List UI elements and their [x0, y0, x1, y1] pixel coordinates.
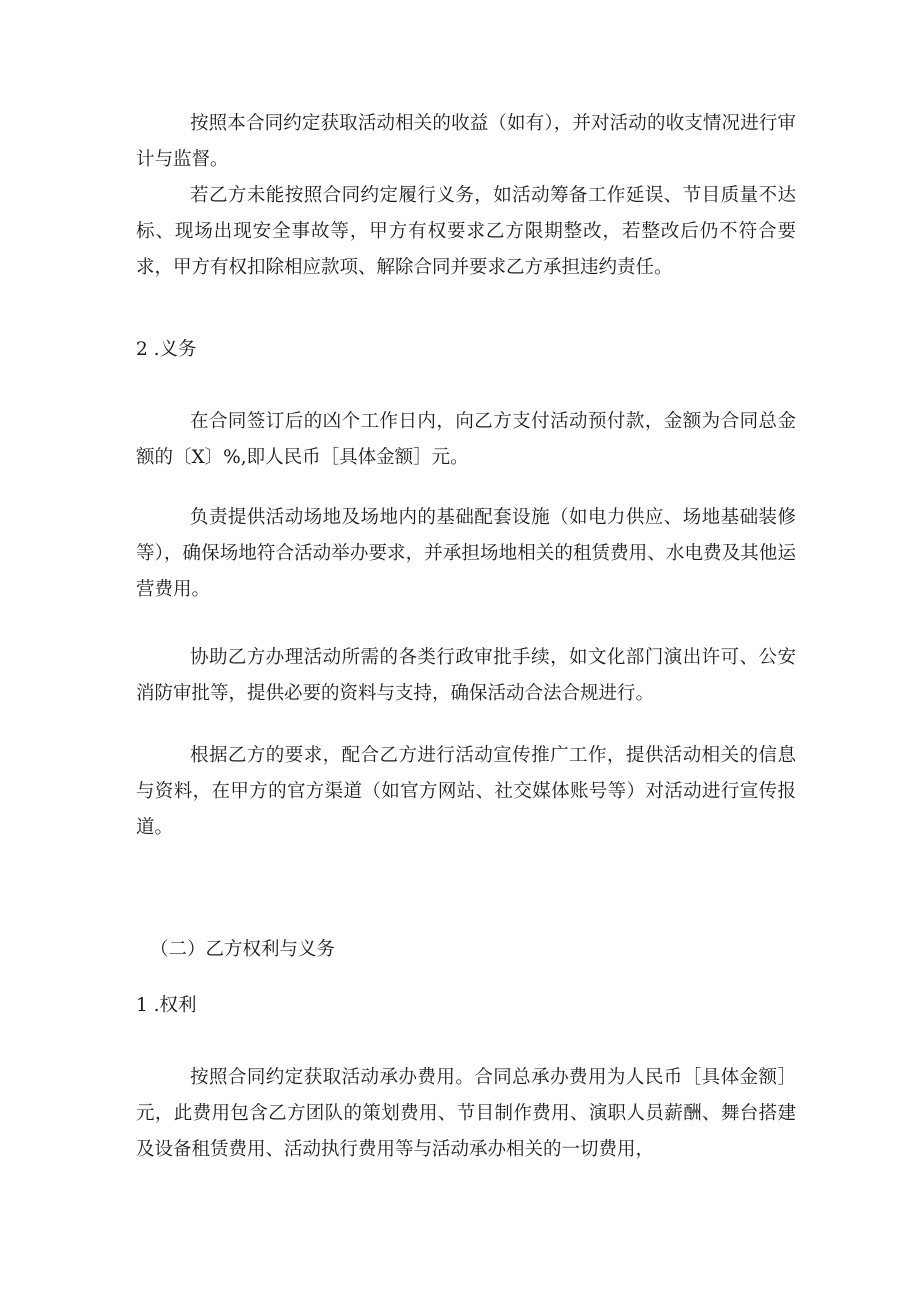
paragraph-permits-assistance: 协助乙方办理活动所需的各类行政审批手续，如文化部门演出许可、公安消防审批等，提供必要的资料与支持，确保活动合法合规进行。 — [136, 647, 796, 704]
paragraph-revenue-audit: 按照本合同约定获取活动相关的收益（如有），并对活动的收支情况进行审计与监督。 — [136, 113, 796, 170]
heading-party-b-rights: （二）乙方权利与义务 — [150, 939, 336, 960]
heading-obligations: 2 .义务 — [136, 339, 197, 360]
paragraph-venue-provision: 负责提供活动场地及场地内的基础配套设施（如电力供应、场地基础装修等），确保场地符合活动举办要求，并承担场地相关的租赁费用、水电费及其他运营费用。 — [136, 507, 796, 600]
heading-rights: 1 .权利 — [136, 995, 197, 1016]
paragraph-promotion-support: 根据乙方的要求，配合乙方进行活动宣传推广工作，提供活动相关的信息与资料，在甲方的官方渠道（如官方网站、社交媒体账号等）对活动进行宣传报道。 — [136, 745, 796, 838]
paragraph-breach-remedy: 若乙方未能按照合同约定履行义务，如活动筹备工作延误、节目质量不达标、现场出现安全事故等，甲方有权要求乙方限期整改，若整改后仍不符合要求，甲方有权扣除相应款项、解除合同并要求乙方承担违约责任。 — [136, 185, 796, 278]
paragraph-advance-payment: 在合同签订后的凶个工作日内，向乙方支付活动预付款，金额为合同总金额的〔X〕%,即人民币［具体金额］元。 — [136, 411, 796, 468]
paragraph-contract-fee: 按照合同约定获取活动承办费用。合同总承办费用为人民币［具体金额］元，此费用包含乙方团队的策划费用、节目制作费用、演职人员薪酬、舞台搭建及设备租赁费用、活动执行费用等与活动承办相关的一切费用， — [136, 1067, 796, 1160]
